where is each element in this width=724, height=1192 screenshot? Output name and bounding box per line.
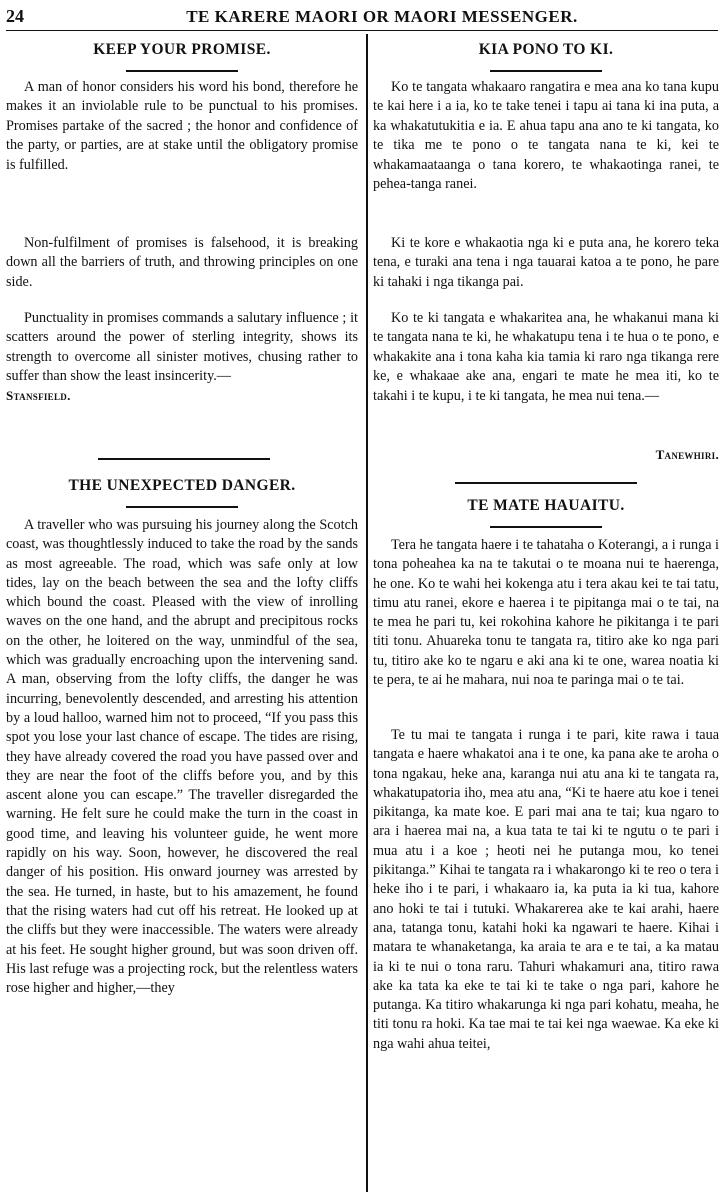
- title-rule: [490, 526, 602, 528]
- title-rule: [126, 70, 238, 72]
- paragraph: Non-fulfilment of promises is falsehood, it is breaking down all the barriers of truth, and throwing principles on one side.: [6, 235, 358, 290]
- article-author: Tanewhiri.: [655, 447, 719, 462]
- article-author: Stansfield.: [6, 388, 71, 403]
- article-title: TE MATE HAUAITU.: [467, 497, 625, 514]
- page-number: 24: [6, 6, 24, 26]
- running-head: [6, 4, 718, 31]
- paragraph: Tera he tangata haere i te tahataha o Koterangi, a i runga i tona poheahea ka na te takutai o te moana nui te haerenga, he one. Ko te wahi hei kokenga atu i tera akau kei te tai tatu, timu atu ranei, ekore e haerea i te pipitanga mai o te tai, na te mea he pari tu, kei rokohina kahore he pikitanga i te pari titi tonu. Ahuareka tonu te tangata ra, titiro ake ko nga pari tu, titiro ake ko te ngaru e aki ana ki te one, warea noatia ki te pera, te ai he mahara, nui noa te paringa mai o te tai.: [373, 537, 719, 689]
- paragraph: Ki te kore e whakaotia nga ki e puta ana, he korero teka tena, e turaki ana tena i nga tauarai katoa a te pono, he pare ki tahaki i nga tikanga pai.: [373, 235, 719, 290]
- section-divider: [98, 458, 270, 460]
- article-title: THE UNEXPECTED DANGER.: [68, 477, 296, 494]
- paragraph: A traveller who was pursuing his journey along the Scotch coast, was thoughtlessly induced to take the road by the sands as most agreeable. The road, which was safe only at low tides, lay on the beach between the sea and the lofty cliffs which bound the coast. Pleased with the view of inrolling waves on the one hand, and the abrupt and precipitous rocks on the other, he loitered on the way, unmindful of the sea, which was gradually encroaching upon the intervening sand. A man, observing from the lofty cliffs, the danger he was incurring, benevolently descended, and arresting his attention by a loud halloo, warned him not to proceed, “If you pass this spot you lose your last chance of escape. The tides are rising, they have already covered the road you have passed over and they are near the foot of the cliffs before you, and by this ascent alone you can escape.” The traveller disregarded the warning. He felt sure he could make the turn in the coast in good time, and leaving his volunteer guide, he went more rapidly on his way. Soon, however, he discovered the real danger of his position. His onward journey was arrested by the sea. He turned, in haste, but to his amazement, he found that the rising waters had cut off his retreat. He looked up at the cliffs but they were inaccessible. The waters were already at his feet. He sought higher ground, but was soon driven off. His last refuge was a projecting rock, but the relentless waters rose higher and higher,—they: [6, 517, 358, 997]
- masthead-title: TE KARERE MAORI OR MAORI MESSENGER.: [186, 7, 578, 26]
- article-keep-your-promise: [6, 40, 358, 72]
- article-kia-pono-to-ki: [373, 40, 719, 72]
- paragraph: Punctuality in promises commands a salutary influence ; it scatters around the power of sterling integrity, shows its strength to overcome all sinister motives, chusing rather to suffer than show the least insincerity.—: [6, 310, 358, 385]
- column-divider: [366, 34, 368, 1192]
- article-te-mate-hauaitu: [373, 496, 719, 528]
- paragraph: Te tu mai te tangata i runga i te pari, kite rawa i taua tangata e haere whakatoi ana i te one, ka pana ake te aroha o tona ngakau, heke ana, karanga nui atu ana ki te tangata ra, whakatupatoria iho, mea atu ana, “Ki te haere atu koe i tenei pikitanga, ka mate koe. E pari mai ana te tai; kua ngaro to ara i haerea mai na, a kua tata te tai ki te ngutu o te pari i mua atu i a koe ; heoti nei he putanga mou, ko tenei pikitanga.” Kihai te tangata ra i whakarongo ki te reo o tera i heke iho i te pari, i whakaaro ia, ka puta ia ki tua, kahore ano hoki te tai i tutuki. Whakarerea ake te kai arahi, haere ana, tatanga tonu, katahi hoki ka ngawari te haere. Kihai i matara te whanaketanga, ka araia te ara e te tai, a ka matau ia ki te nui o tona raru. Tahuri whakamuri ana, titiro rawa ake ka tata ka eke te tai ki te take o nga pari, kahore he putanga. Ka titiro whakarunga ki nga pari kohatu, meaha, he titi tonu ra hoki. Ka tae mai te tai kei nga waewae. Ka eke ki nga wahi ahua teitei,: [373, 727, 719, 1052]
- paragraph: Ko te tangata whakaaro rangatira e mea ana ko tana kupu te kai here i a ia, ko te take tenei i tapu ai tana ki ina puta, a ka whakatutukitia e ia. E ahua tapu ana ano te ki tangata, ko te tika me te pono o te tangata nana te ki, kei te whakamaataanga o tana korero, te whakaotinga ranei, te pehea-tanga ranei.: [373, 79, 719, 193]
- section-divider: [455, 482, 637, 484]
- title-rule: [126, 506, 238, 508]
- article-title: KIA PONO TO KI.: [478, 41, 614, 58]
- article-unexpected-danger: [6, 476, 358, 508]
- paragraph: Ko te ki tangata e whakaritea ana, he whakanui mana ki te tangata nana te ki, he whakatupu tena i te hua o te pono, e whakakite ana i tona kaha kia tamia ki raro nga tikanga rere ke, e whakaae ake ana, engari te mate he mea iti, ko te takahi i te kupu, i te ki tangata, he mea nui tena.—: [373, 310, 719, 404]
- title-rule: [490, 70, 602, 72]
- article-title: KEEP YOUR PROMISE.: [93, 41, 271, 58]
- paragraph: A man of honor considers his word his bond, therefore he makes it an inviolable rule to be punctual to his promises. Promises partake of the sacred ; the honor and confidence of the party, or parties, are at stake until the obligatory promise is fulfilled.: [6, 79, 358, 173]
